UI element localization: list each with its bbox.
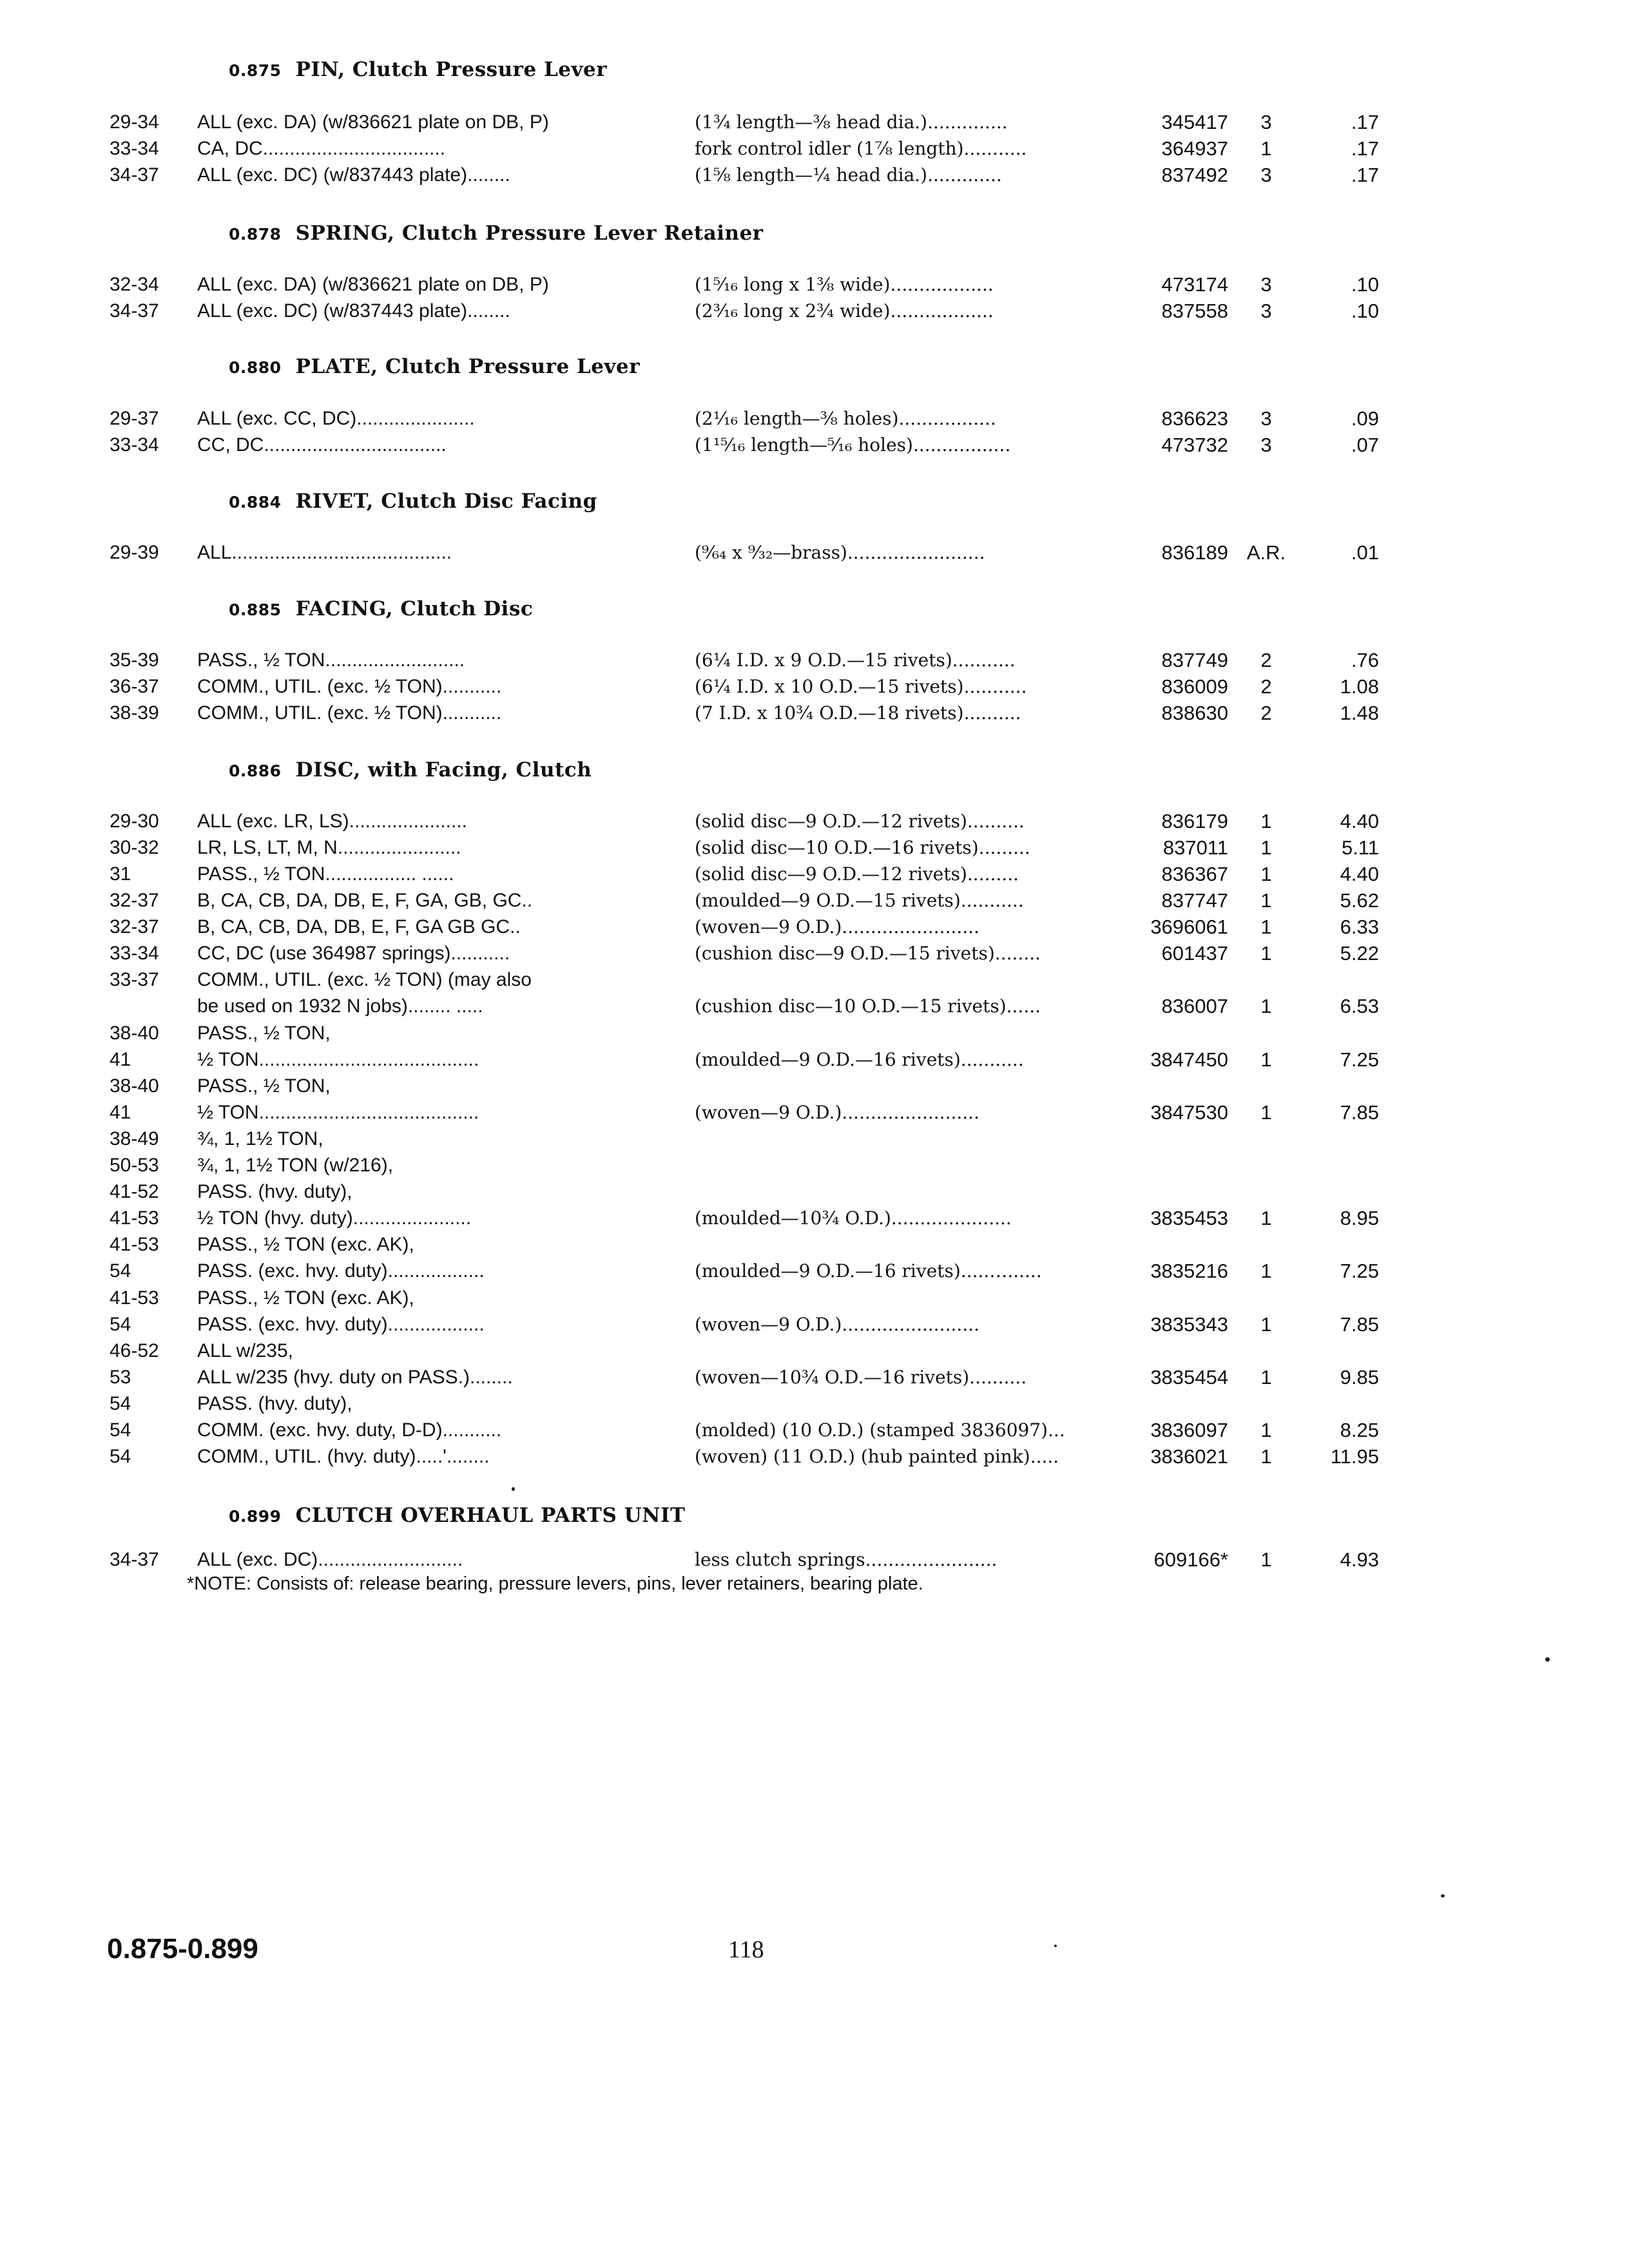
year-range: 38-39 [110, 702, 159, 724]
application: ALL (exc. DC)........................... [197, 1549, 463, 1570]
section-title: CLUTCH OVERHAUL PARTS UNIT [295, 1504, 686, 1527]
application: COMM., UTIL. (exc. ½ TON)........... [197, 676, 502, 697]
quantity: 2 [1260, 649, 1272, 671]
description: (moulded—9 O.D.—15 rivets)........... [695, 890, 1024, 911]
description: (1¾ length—⅜ head dia.).............. [695, 111, 1008, 133]
application: CA, DC.................................. [197, 138, 446, 159]
part-number: 3835453 [1150, 1207, 1228, 1229]
price: 4.40 [1340, 863, 1379, 885]
application: PASS., ½ TON (exc. AK), [197, 1234, 414, 1255]
quantity: 2 [1260, 702, 1272, 724]
year-range: 30-32 [110, 837, 159, 858]
year-range: 41-53 [110, 1207, 159, 1229]
application: ALL (exc. LR, LS)...................... [197, 811, 468, 832]
application: CC, DC.................................. [197, 434, 447, 456]
quantity: 1 [1260, 1366, 1272, 1389]
year-range: 54 [110, 1393, 131, 1414]
quantity: 3 [1260, 273, 1272, 296]
parts-row [0, 1285, 1629, 1311]
description: (7 I.D. x 10¾ O.D.—18 rivets).......... [695, 702, 1021, 724]
price: 1.48 [1340, 702, 1379, 724]
price: 7.85 [1340, 1313, 1379, 1336]
quantity: 1 [1260, 863, 1272, 885]
quantity: 1 [1260, 1048, 1272, 1071]
parts-row [0, 1312, 1629, 1338]
part-number: 3835343 [1150, 1313, 1228, 1336]
year-range: 41-53 [110, 1234, 159, 1255]
quantity: 1 [1260, 889, 1272, 912]
parts-row [0, 1021, 1629, 1046]
section-number: 0.880 [229, 358, 282, 377]
description: (moulded—10¾ O.D.)..................... [695, 1207, 1012, 1229]
parts-row [0, 861, 1629, 887]
price: 9.85 [1340, 1366, 1379, 1389]
parts-row [0, 809, 1629, 834]
quantity: 3 [1260, 164, 1272, 186]
description: (1⅝ length—¼ head dia.)............. [695, 164, 1002, 186]
year-range: 34-37 [110, 300, 159, 322]
year-range: 53 [110, 1367, 131, 1388]
price: .09 [1351, 407, 1379, 430]
section-title: FACING, Clutch Disc [295, 597, 534, 620]
parts-row [0, 648, 1629, 673]
year-range: 33-34 [110, 434, 159, 456]
year-range: 35-39 [110, 649, 159, 671]
parts-row [0, 941, 1629, 966]
price: .17 [1351, 164, 1379, 186]
application: ¾, 1, 1½ TON, [197, 1128, 323, 1149]
year-range: 29-30 [110, 811, 159, 832]
year-range: 32-34 [110, 274, 159, 295]
quantity: 1 [1260, 810, 1272, 832]
parts-row [0, 1153, 1629, 1178]
year-range: 32-37 [110, 916, 159, 937]
description: (solid disc—9 O.D.—12 rivets)......... [695, 863, 1019, 885]
description: (1⁵⁄₁₆ long x 1⅜ wide).................. [695, 274, 994, 295]
scan-speck [512, 1487, 515, 1491]
year-range: 54 [110, 1446, 131, 1467]
price: .17 [1351, 111, 1379, 133]
application: PASS. (hvy. duty), [197, 1181, 352, 1202]
application: ALL (exc. DA) (w/836621 plate on DB, P) [197, 274, 549, 295]
section-title: DISC, with Facing, Clutch [295, 758, 592, 782]
application: PASS., ½ TON, [197, 1075, 331, 1097]
parts-row [0, 540, 1629, 566]
price: 11.95 [1330, 1445, 1379, 1468]
section-number: 0.875 [229, 61, 282, 80]
application: ALL (exc. CC, DC)...................... [197, 408, 475, 429]
part-number: 837747 [1161, 889, 1228, 912]
part-number: 836367 [1161, 863, 1228, 885]
description: (cushion disc—10 O.D.—15 rivets)...... [695, 995, 1041, 1017]
parts-row [0, 674, 1629, 700]
parts-row [0, 298, 1629, 324]
application: ALL (exc. DC) (w/837443 plate)........ [197, 164, 510, 186]
parts-row [0, 700, 1629, 726]
parts-row [0, 162, 1629, 188]
parts-row [0, 914, 1629, 940]
application: COMM., UTIL. (hvy. duty).....'........ [197, 1446, 490, 1467]
year-range: 31 [110, 863, 131, 885]
application: be used on 1932 N jobs)........ ..... [197, 995, 483, 1017]
parts-row [0, 1206, 1629, 1231]
year-range: 29-34 [110, 111, 159, 133]
quantity: 2 [1260, 675, 1272, 698]
scan-speck [1441, 1894, 1445, 1898]
description: (woven—9 O.D.)........................ [695, 1102, 979, 1123]
year-range: 41 [110, 1102, 131, 1123]
parts-row [0, 406, 1629, 432]
parts-row [0, 1100, 1629, 1126]
price: .01 [1351, 541, 1379, 564]
year-range: 54 [110, 1260, 131, 1282]
section-heading [229, 597, 533, 620]
part-number: 3847530 [1150, 1101, 1228, 1124]
price: .17 [1351, 137, 1379, 160]
description: (molded) (10 O.D.) (stamped 3836097)... [695, 1419, 1065, 1441]
description: (1¹⁵⁄₁₆ length—⁵⁄₁₆ holes)................. [695, 434, 1011, 456]
price: 6.53 [1340, 995, 1379, 1017]
footer-section-range: 0.875-0.899 [107, 1933, 258, 1965]
quantity: 3 [1260, 111, 1272, 133]
quantity: 1 [1260, 1419, 1272, 1441]
quantity: 3 [1260, 407, 1272, 430]
description: less clutch springs....................... [695, 1549, 998, 1570]
part-number: 364937 [1161, 137, 1228, 160]
price: 5.11 [1341, 836, 1379, 859]
price: 8.25 [1340, 1419, 1379, 1441]
part-number: 837011 [1162, 836, 1228, 859]
part-number: 3835216 [1150, 1260, 1228, 1282]
application: PASS. (exc. hvy. duty).................. [197, 1260, 485, 1282]
section-heading [229, 355, 640, 378]
quantity: 1 [1260, 995, 1272, 1017]
price: 5.62 [1340, 889, 1379, 912]
part-number: 836179 [1161, 810, 1228, 832]
quantity: 1 [1260, 137, 1272, 160]
part-number: 3836021 [1150, 1445, 1228, 1468]
quantity: 1 [1260, 1207, 1272, 1229]
application: ½ TON......................................... [197, 1102, 479, 1123]
price: .76 [1351, 649, 1379, 671]
application: PASS. (exc. hvy. duty).................. [197, 1314, 485, 1335]
price: 7.85 [1340, 1101, 1379, 1124]
price: .07 [1351, 434, 1379, 456]
parts-row [0, 1547, 1629, 1573]
year-range: 29-37 [110, 408, 159, 429]
parts-row [0, 110, 1629, 135]
section-heading [229, 490, 597, 513]
parts-row [0, 272, 1629, 298]
parts-row [0, 1258, 1629, 1284]
price: 4.40 [1340, 810, 1379, 832]
application: PASS., ½ TON.......................... [197, 649, 465, 671]
part-number: 837558 [1161, 300, 1228, 322]
year-range: 34-37 [110, 164, 159, 186]
footnote: *NOTE: Consists of: release bearing, pressure levers, pins, lever retainers, bearing plate. [187, 1573, 923, 1594]
section-number: 0.884 [229, 493, 282, 512]
application: ALL w/235, [197, 1340, 293, 1361]
price: 1.08 [1340, 675, 1379, 698]
description: (6¼ I.D. x 9 O.D.—15 rivets)........... [695, 649, 1016, 671]
year-range: 50-53 [110, 1155, 159, 1176]
year-range: 38-40 [110, 1023, 159, 1044]
quantity: 1 [1260, 1260, 1272, 1282]
price: .10 [1351, 273, 1379, 296]
year-range: 29-39 [110, 542, 159, 563]
description: (cushion disc—9 O.D.—15 rivets)........ [695, 943, 1041, 964]
part-number: 836007 [1161, 995, 1228, 1017]
section-title: PLATE, Clutch Pressure Lever [295, 355, 641, 378]
description: (moulded—9 O.D.—16 rivets).....…...... [695, 1260, 1042, 1282]
description: (woven—9 O.D.)........................ [695, 916, 979, 937]
parts-row [0, 835, 1629, 861]
part-number: 473732 [1161, 434, 1228, 456]
parts-row [0, 1126, 1629, 1152]
part-number: 473174 [1161, 273, 1228, 296]
application: LR, LS, LT, M, N....................... [197, 837, 461, 858]
part-number: 3696061 [1150, 916, 1228, 938]
part-number: 3836097 [1150, 1419, 1228, 1441]
application: B, CA, CB, DA, DB, E, F, GA GB GC.. [197, 916, 521, 937]
scan-speck [1545, 1657, 1550, 1662]
price: 5.22 [1340, 942, 1379, 965]
year-range: 41 [110, 1049, 131, 1070]
scan-speck [1054, 1945, 1057, 1947]
year-range: 34-37 [110, 1549, 159, 1570]
year-range: 46-52 [110, 1340, 159, 1361]
application: PASS., ½ TON, [197, 1023, 331, 1044]
year-range: 38-40 [110, 1075, 159, 1097]
year-range: 54 [110, 1314, 131, 1335]
part-number: 837492 [1161, 164, 1228, 186]
part-number: 609166* [1153, 1548, 1228, 1571]
application: ALL (exc. DA) (w/836621 plate on DB, P) [197, 111, 549, 133]
year-range: 33-34 [110, 138, 159, 159]
section-heading [229, 758, 592, 782]
description: (moulded—9 O.D.—16 rivets)........... [695, 1049, 1024, 1070]
application: CC, DC (use 364987 springs)........... [197, 943, 510, 964]
application: PASS., ½ TON................. ...... [197, 863, 454, 885]
section-heading [229, 1504, 686, 1527]
parts-row [0, 1444, 1629, 1470]
parts-row [0, 432, 1629, 458]
parts-row [0, 1365, 1629, 1390]
parts-row [0, 1418, 1629, 1443]
description: (⁹⁄₆₄ x ⁹⁄₃₂—brass)........................ [695, 542, 985, 563]
parts-row [0, 1391, 1629, 1417]
application: ½ TON (hvy. duty)...................... [197, 1207, 472, 1229]
parts-row [0, 1232, 1629, 1258]
quantity: 1 [1260, 836, 1272, 859]
application: ALL......................................... [197, 542, 452, 563]
part-number: 837749 [1161, 649, 1228, 671]
section-title: SPRING, Clutch Pressure Lever Retainer [295, 222, 764, 245]
description: (woven) (11 O.D.) (hub painted pink)..... [695, 1446, 1059, 1467]
part-number: 836009 [1161, 675, 1228, 698]
application: COMM., UTIL. (exc. ½ TON)........... [197, 702, 502, 724]
application: PASS., ½ TON (exc. AK), [197, 1287, 414, 1309]
section-number: 0.885 [229, 601, 282, 619]
year-range: 32-37 [110, 890, 159, 911]
parts-row [0, 1073, 1629, 1099]
year-range: 33-37 [110, 969, 159, 990]
parts-row [0, 1047, 1629, 1073]
description: (woven—10¾ O.D.—16 rivets).......... [695, 1367, 1027, 1388]
parts-row [0, 888, 1629, 914]
application: B, CA, CB, DA, DB, E, F, GA, GB, GC.. [197, 890, 533, 911]
section-heading [229, 222, 764, 245]
section-number: 0.878 [229, 225, 282, 244]
section-title: PIN, Clutch Pressure Lever [295, 58, 608, 81]
quantity: 1 [1260, 1101, 1272, 1124]
description: (6¼ I.D. x 10 O.D.—15 rivets)........... [695, 676, 1027, 697]
quantity: 3 [1260, 434, 1272, 456]
parts-row [0, 1338, 1629, 1364]
price: 8.95 [1340, 1207, 1379, 1229]
part-number: 838630 [1161, 702, 1228, 724]
parts-row [0, 967, 1629, 993]
year-range: 41-53 [110, 1287, 159, 1309]
application: ALL w/235 (hvy. duty on PASS.)........ [197, 1367, 513, 1388]
price: .10 [1351, 300, 1379, 322]
quantity: 1 [1260, 942, 1272, 965]
quantity: 1 [1260, 1313, 1272, 1336]
application: PASS. (hvy. duty), [197, 1393, 352, 1414]
price: 4.93 [1340, 1548, 1379, 1571]
section-heading [229, 58, 607, 81]
application: ½ TON......................................... [197, 1049, 479, 1070]
parts-row [0, 1179, 1629, 1205]
part-number: 836189 [1161, 541, 1228, 564]
price: 7.25 [1340, 1048, 1379, 1071]
part-number: 836623 [1161, 407, 1228, 430]
application: COMM., UTIL. (exc. ½ TON) (may also [197, 969, 532, 990]
year-range: 33-34 [110, 943, 159, 964]
year-range: 54 [110, 1419, 131, 1441]
section-title: RIVET, Clutch Disc Facing [295, 490, 597, 513]
quantity: 1 [1260, 1445, 1272, 1468]
part-number: 345417 [1161, 111, 1228, 133]
year-range: 38-49 [110, 1128, 159, 1149]
application: ALL (exc. DC) (w/837443 plate)........ [197, 300, 510, 322]
application: COMM. (exc. hvy. duty, D-D)........... [197, 1419, 502, 1441]
description: (solid disc—10 O.D.—16 rivets)......... [695, 837, 1030, 858]
part-number: 3835454 [1150, 1366, 1228, 1389]
application: ¾, 1, 1½ TON (w/216), [197, 1155, 394, 1176]
parts-row [0, 994, 1629, 1019]
price: 7.25 [1340, 1260, 1379, 1282]
section-number: 0.886 [229, 762, 282, 780]
quantity: 1 [1260, 916, 1272, 938]
part-number: 601437 [1161, 942, 1228, 965]
year-range: 36-37 [110, 676, 159, 697]
section-number: 0.899 [229, 1507, 282, 1526]
part-number: 3847450 [1150, 1048, 1228, 1071]
description: (solid disc—9 O.D.—12 rivets).......... [695, 811, 1025, 832]
parts-row [0, 136, 1629, 162]
quantity: A.R. [1246, 541, 1286, 564]
quantity: 3 [1260, 300, 1272, 322]
quantity: 1 [1260, 1548, 1272, 1571]
price: 6.33 [1340, 916, 1379, 938]
year-range: 41-52 [110, 1181, 159, 1202]
description: (woven—9 O.D.)........................ [695, 1314, 979, 1335]
description: fork control idler (1⅞ length)........... [695, 138, 1027, 159]
page-number: 118 [728, 1936, 764, 1963]
description: (2³⁄₁₆ long x 2¾ wide).................. [695, 300, 994, 322]
description: (2¹⁄₁₆ length—⅜ holes)................. [695, 408, 996, 429]
